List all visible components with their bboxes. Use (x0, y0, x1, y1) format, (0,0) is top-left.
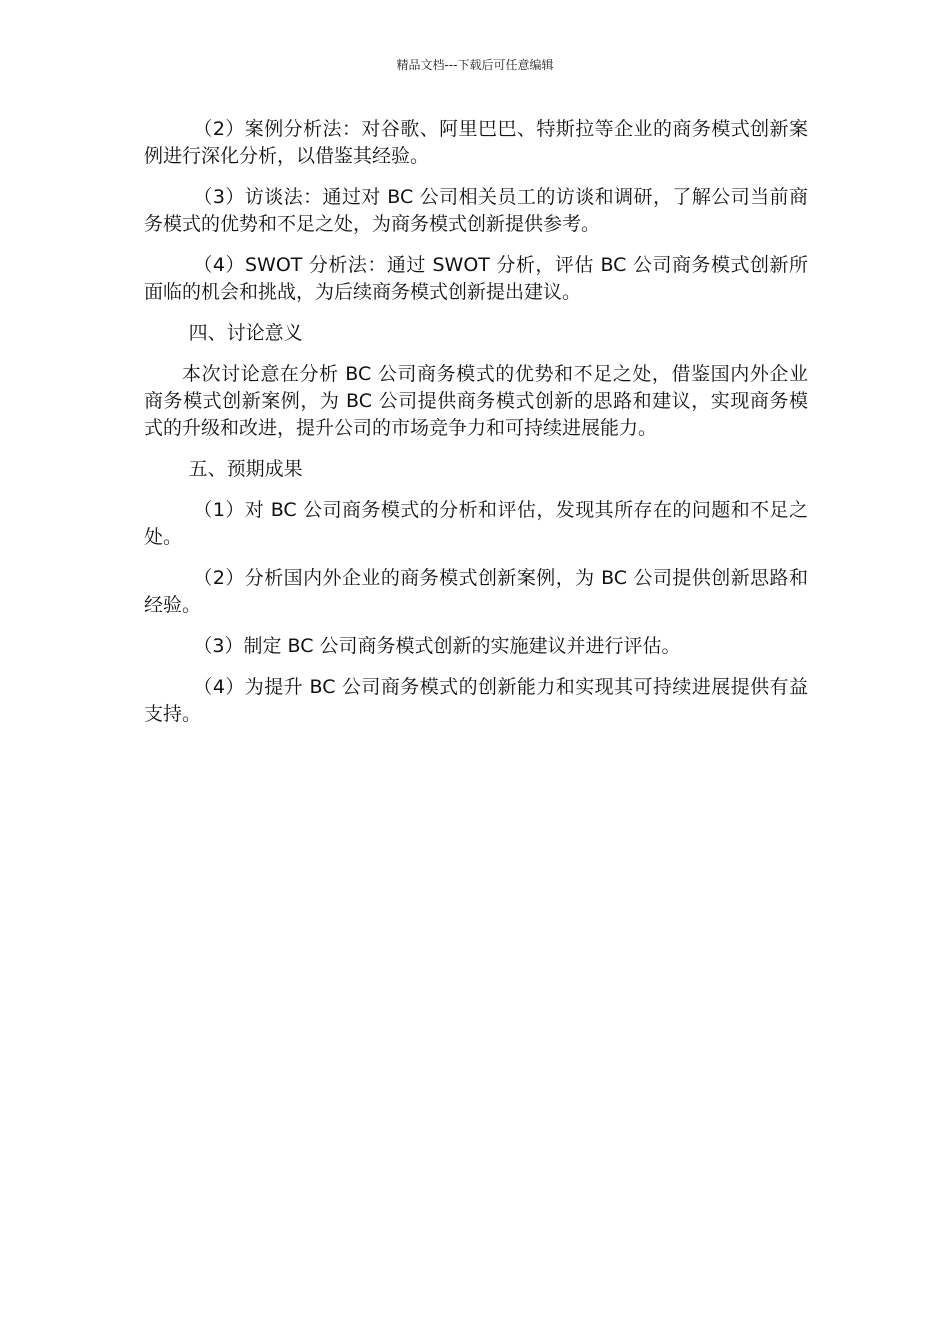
result-item-1: （1）对 BC 公司商务模式的分析和评估，发现其所存在的问题和不足之处。 (144, 499, 808, 548)
result-item-3: （3）制定 BC 公司商务模式创新的实施建议并进行评估。 (193, 635, 681, 657)
result-item-4: （4）为提升 BC 公司商务模式的创新能力和实现其可持续进展提供有益支持。 (144, 676, 808, 725)
page-header: 精品文档---下载后可任意编辑 (396, 58, 554, 72)
method-case-analysis: （2）案例分析法：对谷歌、阿里巴巴、特斯拉等企业的商务模式创新案例进行深化分析，以借鉴其经验。 (144, 118, 808, 167)
section-heading-results: 五、预期成果 (188, 458, 303, 480)
significance-paragraph: 本次讨论意在分析 BC 公司商务模式的优势和不足之处，借鉴国内外企业商务模式创新案例，为 BC 公司提供商务模式创新的思路和建议，实现商务模式的升级和改进，提升公司的市场竞争力和可持续进展能力。 (144, 363, 808, 439)
document-body (144, 116, 808, 742)
section-heading-significance: 四、讨论意义 (188, 322, 303, 344)
method-swot: （4）SWOT 分析法：通过 SWOT 分析，评估 BC 公司商务模式创新所面临的机会和挑战，为后续商务模式创新提出建议。 (144, 254, 808, 303)
result-item-2: （2）分析国内外企业的商务模式创新案例，为 BC 公司提供创新思路和经验。 (144, 567, 808, 616)
method-interview: （3）访谈法：通过对 BC 公司相关员工的访谈和调研，了解公司当前商务模式的优势和不足之处，为商务模式创新提供参考。 (144, 186, 808, 235)
